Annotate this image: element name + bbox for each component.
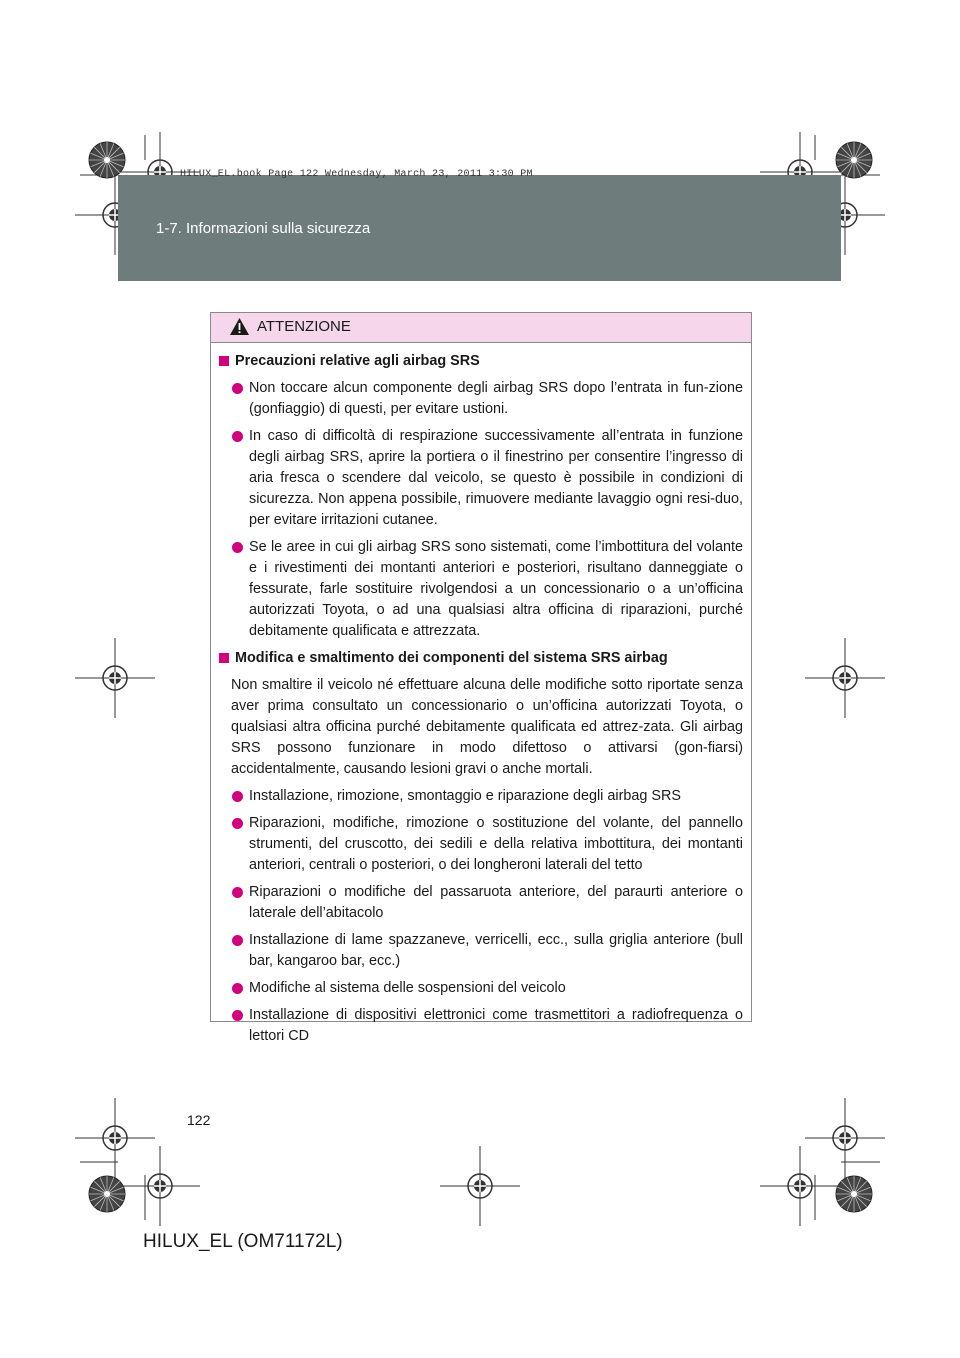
section-heading: Modifica e smaltimento dei componenti del sistema SRS airbag	[217, 648, 745, 669]
warning-box	[210, 312, 752, 1044]
list-item: Riparazioni, modifiche, rimozione o sostituzione del volante, del pannello strumenti, del cruscotto, dei sedili e della relativa imbottitura, dei montanti anteriori, centrali o posteriori, o dei longheroni laterali del tetto	[217, 813, 745, 876]
section-heading: Precauzioni relative agli airbag SRS	[217, 351, 745, 372]
section-paragraph: Non smaltire il veicolo né effettuare alcuna delle modifiche sotto riportate senza aver prima consultato un concessionario o un’officina autorizzati Toyota, o qualsiasi altra officina purché debitamente qualificata ed attrez-zata. Gli airbag SRS possono funzionare in modo difettoso o attivarsi (gon-fiarsi) accidentalmente, causando lesioni gravi o anche mortali.	[231, 677, 743, 777]
list-item: Modifiche al sistema delle sospensioni del veicolo	[217, 978, 745, 999]
bullet-dot-icon	[232, 791, 243, 802]
warning-header	[211, 313, 751, 343]
bullet-dot-icon	[232, 1010, 243, 1021]
square-bullet-icon	[219, 356, 229, 366]
bullet-dot-icon	[232, 383, 243, 394]
list-item: Non toccare alcun componente degli airbag SRS dopo l’entrata in fun-zione (gonfiaggio) di questi, per evitare ustioni.	[217, 378, 745, 420]
list-item: Installazione, rimozione, smontaggio e riparazione degli airbag SRS	[217, 786, 745, 807]
bullet-dot-icon	[232, 935, 243, 946]
bullet-dot-icon	[232, 431, 243, 442]
bullet-dot-icon	[232, 818, 243, 829]
list-item: In caso di difficoltà di respirazione successivamente all’entrata in funzione degli airbag SRS, aprire la portiera o il finestrino per consentire l’ingresso di aria fresca o scendere dal veicolo, se questo è possibile in condizioni di sicurezza. Non appena possibile, rimuovere mediante lavaggio ogni resi-duo, per evitare irritazioni cutanee.	[217, 426, 745, 531]
list-item: Installazione di lame spazzaneve, verricelli, ecc., sulla griglia anteriore (bull bar, kangaroo bar, ecc.)	[217, 930, 745, 972]
warning-triangle-icon	[229, 317, 250, 336]
bullet-dot-icon	[232, 542, 243, 553]
list-item: Se le aree in cui gli airbag SRS sono sistemati, come l’imbottitura del volante e i rivestimenti dei montanti anteriori e posteriori, risultano danneggiate o fessurate, farle sostituire rivolgendosi a un concessionario o a un’officina autorizzati Toyota, o ad una qualsiasi altra officina di riparazioni, purché debitamente qualificata e attrezzata.	[217, 537, 745, 642]
warning-title: ATTENZIONE	[257, 318, 351, 335]
warning-body	[211, 343, 751, 1047]
section-header-band	[118, 175, 841, 281]
document-code: HILUX_EL (OM71172L)	[143, 1231, 343, 1252]
book-stamp: HILUX_EL.book Page 122 Wednesday, March 23, 2011 3:30 PM	[180, 169, 533, 180]
square-bullet-icon	[219, 653, 229, 663]
list-item: Riparazioni o modifiche del passaruota anteriore, del paraurti anteriore o laterale dell’abitacolo	[217, 882, 745, 924]
bullet-dot-icon	[232, 983, 243, 994]
page-number: 122	[187, 1112, 211, 1128]
bullet-dot-icon	[232, 887, 243, 898]
list-item: Installazione di dispositivi elettronici come trasmettitori a radiofrequenza o lettori CD	[217, 1005, 745, 1047]
section-label: 1-7. Informazioni sulla sicurezza	[156, 220, 371, 237]
